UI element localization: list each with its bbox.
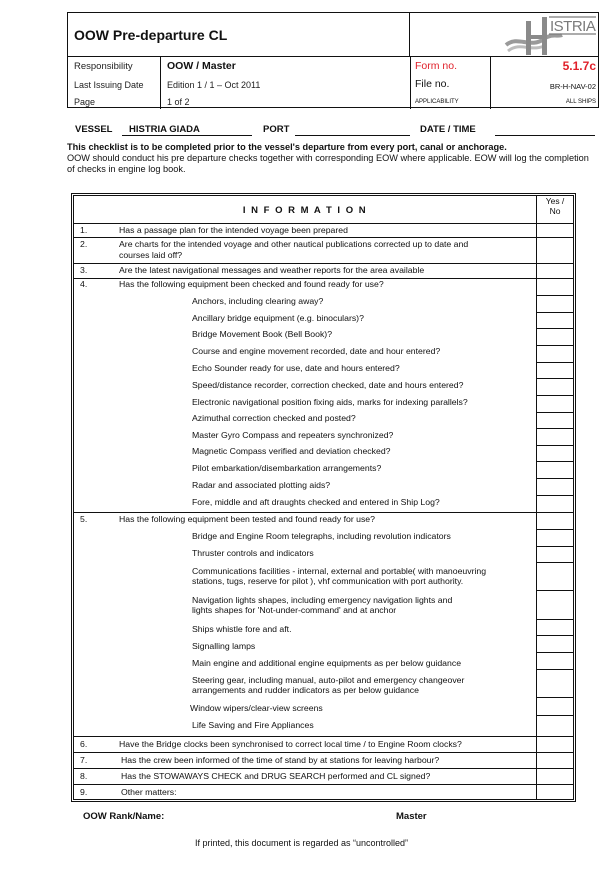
item-text: Has the following equipment been checked and found ready for use? <box>119 279 384 289</box>
port-field[interactable] <box>295 135 410 136</box>
applicability-value: ALL SHIPS <box>565 99 596 105</box>
yes-no-cell[interactable] <box>537 697 573 715</box>
sub-item: Bridge Movement Book (Bell Book)? <box>192 329 333 339</box>
yes-no-cell[interactable] <box>537 395 573 412</box>
table-row <box>74 752 573 768</box>
divider <box>410 57 411 109</box>
table-row <box>74 223 573 237</box>
table-row <box>74 278 573 512</box>
table-row <box>74 263 573 278</box>
datetime-field[interactable] <box>495 135 595 136</box>
information-header: I N F O R M A T I O N <box>242 205 368 216</box>
sub-item: Echo Sounder ready for use, date and hours entered? <box>192 363 400 373</box>
sub-item: Electronic navigational position fixing aids, marks for indexing parallels? <box>192 397 468 407</box>
sub-item: Thruster controls and indicators <box>192 548 314 558</box>
table-row <box>74 784 573 799</box>
sub-item: Communications facilities - internal, external and portable( with manoeuvring <box>192 566 487 576</box>
yes-no-cell[interactable] <box>537 378 573 395</box>
sub-item: Azimuthal correction checked and posted? <box>192 413 356 423</box>
vessel-label: VESSEL <box>75 124 113 135</box>
table-row <box>74 237 573 263</box>
logo-cell <box>410 13 598 57</box>
item-text: Are charts for the intended voyage and other nautical publications corrected up to date and <box>119 239 469 249</box>
yes-no-cell[interactable] <box>537 412 573 428</box>
instructions <box>67 142 592 175</box>
yes-no-cell[interactable] <box>537 652 573 669</box>
yes-no-cell[interactable] <box>537 478 573 495</box>
responsibility-label: Responsibility <box>74 61 133 72</box>
sub-item: Window wipers/clear-view screens <box>190 703 323 713</box>
histria-logo <box>504 15 596 55</box>
sub-item: Navigation lights shapes, including emergency navigation lights and <box>192 595 453 605</box>
oow-rank-name-label: OOW Rank/Name: <box>83 811 165 822</box>
yes-no-cell[interactable] <box>537 345 573 362</box>
item-number: 7. <box>80 755 88 765</box>
sub-item: Course and engine movement recorded, date and hour entered? <box>192 346 441 356</box>
yes-no-cell[interactable] <box>537 445 573 461</box>
yes-no-cell[interactable] <box>537 562 573 590</box>
instructions-line-2: OOW should conduct his pre departure checks together with corresponding EOW where applicable. EOW will log the completion of checks in engine log book. <box>67 153 589 174</box>
file-no-label: File no. <box>415 78 450 90</box>
document-title: OOW Pre-departure CL <box>74 27 228 43</box>
yes-no-cell[interactable] <box>537 278 573 295</box>
yes-no-cell[interactable] <box>537 590 573 619</box>
sub-item: Life Saving and Fire Appliances <box>192 720 314 730</box>
sub-item: Pilot embarkation/disembarkation arrangements? <box>192 463 382 473</box>
form-no-value: 5.1.7c <box>562 59 596 73</box>
sub-item: Steering gear, including manual, auto-pilot and emergency changeover <box>192 675 465 685</box>
sub-item: Ships whistle fore and aft. <box>192 624 292 634</box>
yes-no-cell[interactable] <box>537 461 573 478</box>
table-row <box>74 768 573 784</box>
yes-no-cell[interactable] <box>537 263 573 278</box>
table-row <box>74 512 573 736</box>
document-header <box>67 12 599 108</box>
vessel-value[interactable]: HISTRIA GIADA <box>129 124 200 135</box>
instructions-line-1: This checklist is to be completed prior to the vessel's departure from every port, canal or anchorage. <box>67 142 507 152</box>
yes-no-cell[interactable] <box>537 312 573 328</box>
logo-text: ISTRIA <box>550 18 596 35</box>
item-text: Has the crew been informed of the time of stand by at stations for leaving harbour? <box>121 755 440 765</box>
item-number: 6. <box>80 739 88 749</box>
yes-no-cell[interactable] <box>537 752 573 768</box>
vessel-underline <box>122 135 252 136</box>
table-row <box>74 736 573 752</box>
item-text: courses laid off? <box>119 250 183 260</box>
page-label: Page <box>74 97 96 107</box>
port-label: PORT <box>263 124 290 135</box>
yes-no-cell[interactable] <box>537 784 573 799</box>
item-number: 1. <box>80 225 88 235</box>
sub-item: Radar and associated plotting aids? <box>192 480 331 490</box>
sub-item: Ancillary bridge equipment (e.g. binoculars)? <box>192 313 364 323</box>
yes-no-header-2: No <box>549 206 561 216</box>
responsibility-value: OOW / Master <box>167 60 236 72</box>
yes-no-cell[interactable] <box>537 328 573 345</box>
item-text: Are the latest navigational messages and weather reports for the area available <box>119 265 425 275</box>
item-number: 4. <box>80 279 88 289</box>
yes-no-cell[interactable] <box>537 237 573 263</box>
yes-no-cell[interactable] <box>537 512 573 529</box>
yes-no-cell[interactable] <box>537 619 573 635</box>
item-text: Other matters: <box>121 787 177 797</box>
sub-item: arrangements and rudder indicators as per below guidance <box>192 685 419 695</box>
yes-no-cell[interactable] <box>537 715 573 736</box>
uncontrolled-note: If printed, this document is regarded as “uncontrolled” <box>194 838 409 848</box>
item-number: 5. <box>80 514 88 524</box>
sub-item: lights shapes for 'Not-under-command' and at anchor <box>192 605 397 615</box>
issuing-date-value: Edition 1 / 1 – Oct 2011 <box>167 80 261 90</box>
datetime-label: DATE / TIME <box>420 124 476 135</box>
yes-no-cell[interactable] <box>537 223 573 237</box>
yes-no-cell[interactable] <box>537 669 573 697</box>
yes-no-cell[interactable] <box>537 635 573 652</box>
yes-no-header-1: Yes / <box>545 196 565 206</box>
yes-no-cell[interactable] <box>537 736 573 752</box>
applicability-label: APPLICABILITY <box>415 99 459 105</box>
yes-no-cell[interactable] <box>537 295 573 312</box>
yes-no-cell[interactable] <box>537 768 573 784</box>
yes-no-cell[interactable] <box>537 428 573 445</box>
sub-item: stations, tugs, reserve for pilot ), vhf communication with port authority. <box>192 576 464 586</box>
issuing-date-label: Last Issuing Date <box>74 80 144 90</box>
yes-no-cell[interactable] <box>537 546 573 562</box>
sub-item: Bridge and Engine Room telegraphs, including revolution indicators <box>192 531 451 541</box>
item-number: 3. <box>80 265 88 275</box>
divider <box>160 57 161 109</box>
yes-no-cell[interactable] <box>537 495 573 512</box>
yes-no-cell[interactable] <box>537 529 573 546</box>
sub-item: Main engine and additional engine equipments as per below guidance <box>192 658 462 668</box>
sub-item: Master Gyro Compass and repeaters synchronized? <box>192 430 394 440</box>
item-number: 2. <box>80 239 88 249</box>
divider <box>490 57 491 109</box>
sub-item: Fore, middle and aft draughts checked and entered in Ship Log? <box>192 497 440 507</box>
sub-item: Signalling lamps <box>192 641 256 651</box>
checklist-table <box>71 193 576 802</box>
page-value: 1 of 2 <box>167 97 190 107</box>
form-no-label: Form no. <box>415 60 458 72</box>
sub-item: Magnetic Compass verified and deviation checked? <box>192 446 391 456</box>
yes-no-cell[interactable] <box>537 362 573 378</box>
item-number: 9. <box>80 787 88 797</box>
item-number: 8. <box>80 771 88 781</box>
sub-item: Anchors, including clearing away? <box>192 296 324 306</box>
item-text: Has a passage plan for the intended voyage been prepared <box>119 225 348 235</box>
title-cell <box>68 13 410 57</box>
file-no-value: BR-H-NAV-02 <box>549 82 596 91</box>
item-text: Has the STOWAWAYS CHECK and DRUG SEARCH performed and CL signed? <box>121 771 431 781</box>
item-text: Have the Bridge clocks been synchronised to correct local time / to Engine Room clocks? <box>119 739 462 749</box>
master-label: Master <box>396 811 427 822</box>
sub-item: Speed/distance recorder, correction checked, date and hours entered? <box>192 380 464 390</box>
item-text: Has the following equipment been tested and found ready for use? <box>119 514 375 524</box>
